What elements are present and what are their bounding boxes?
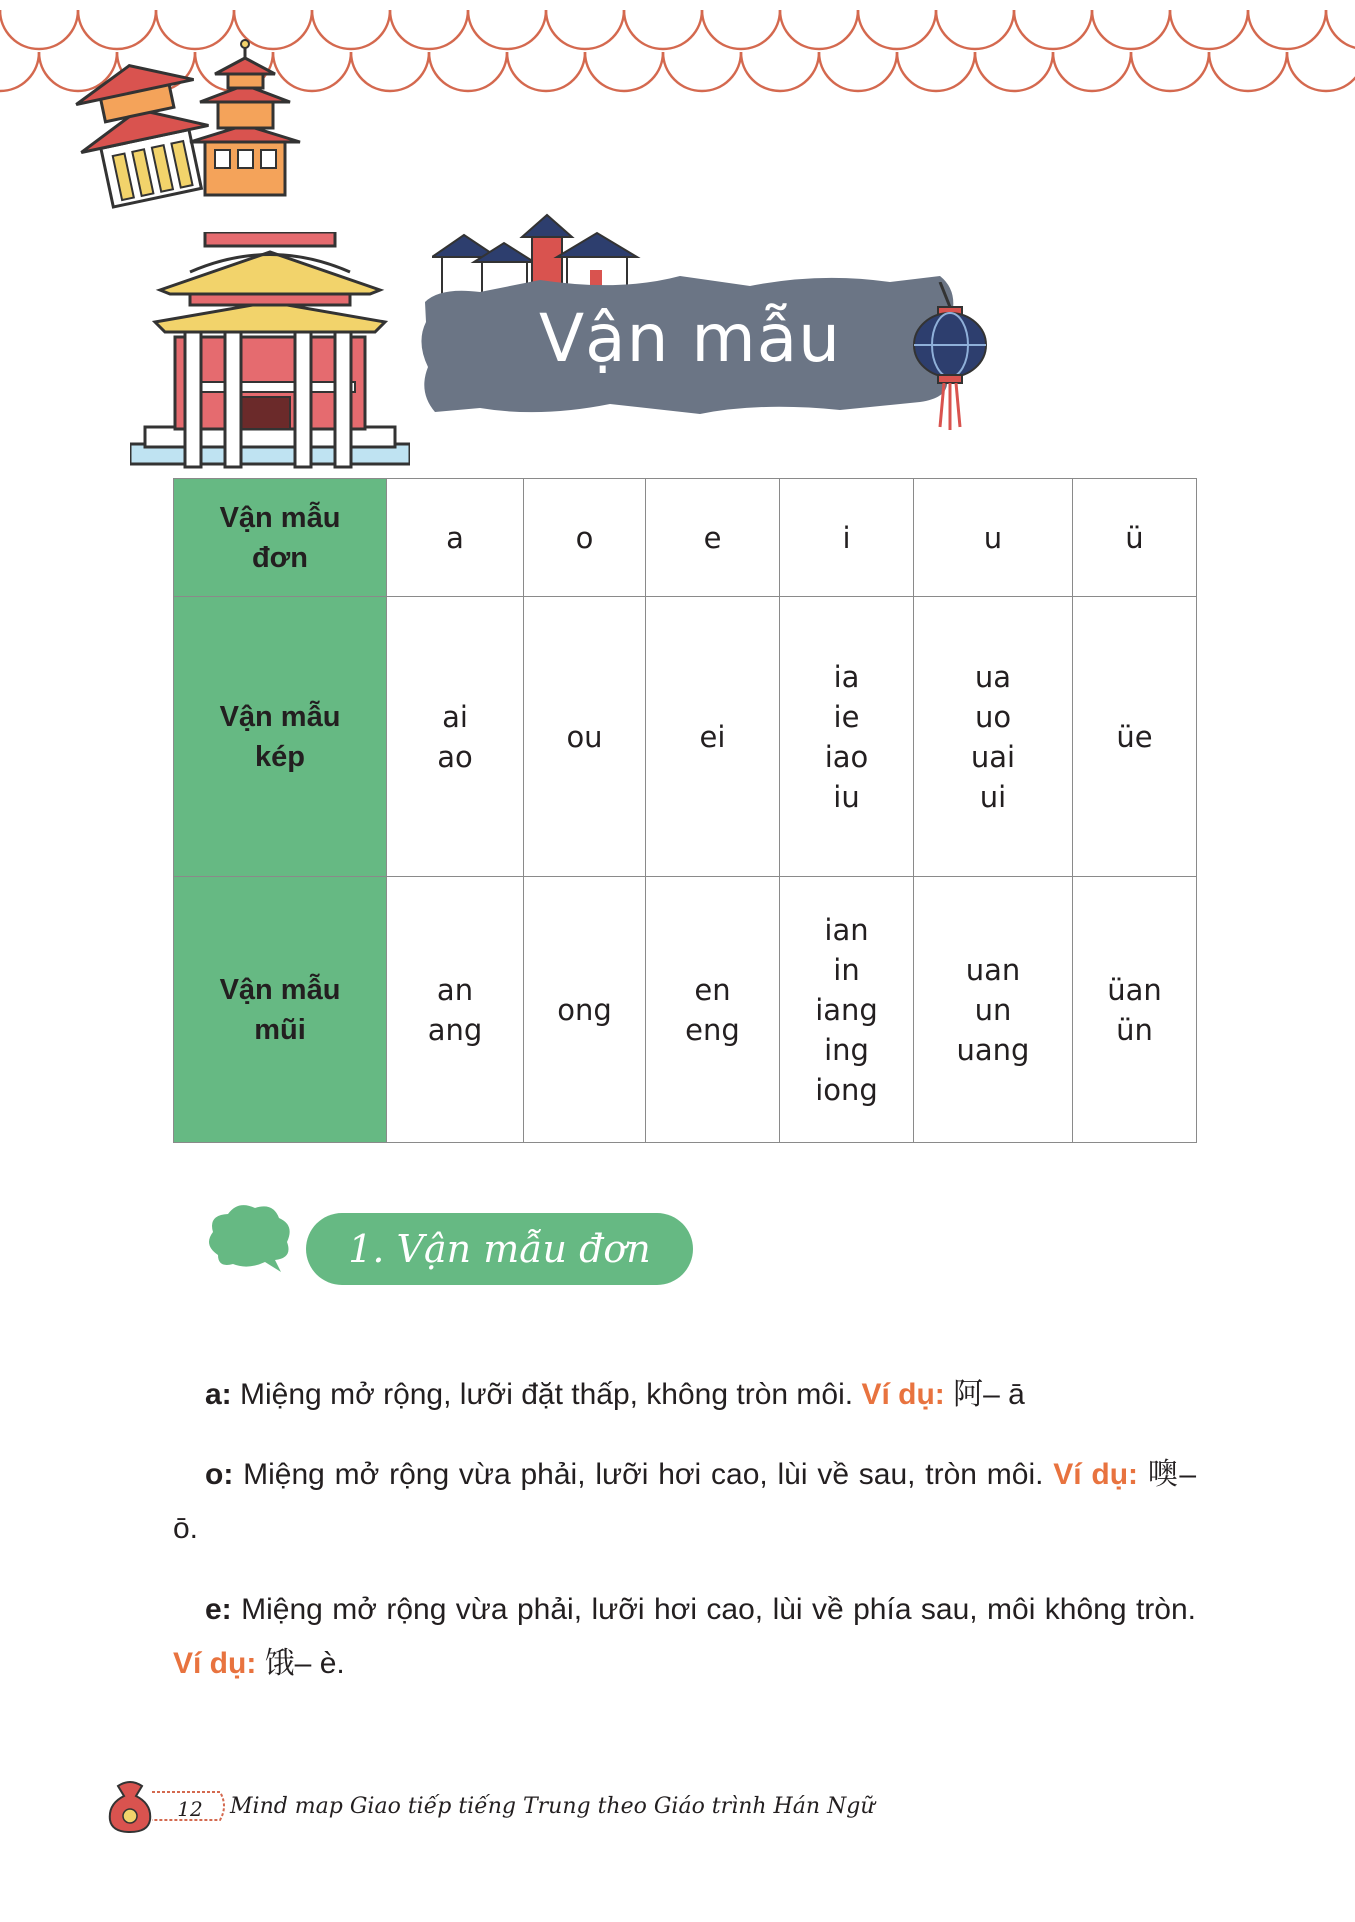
vowel-text: ai	[442, 699, 468, 734]
vowel-cell	[646, 597, 780, 877]
vowel-text: in	[833, 952, 860, 987]
vowel-cell	[646, 877, 780, 1143]
vowel-cell	[780, 479, 914, 597]
vowel-text: iao	[824, 739, 869, 774]
vowel-text: ei	[699, 719, 726, 754]
scallop-arc	[663, 52, 741, 91]
vowel-text: uai	[970, 739, 1016, 774]
vowel-text: iong	[815, 1072, 878, 1107]
vowel-cell	[524, 597, 646, 877]
vowel-description: Miệng mở rộng vừa phải, lưỡi hơi cao, lùi về sau, tròn môi.	[243, 1458, 1044, 1491]
table-row	[174, 479, 1197, 597]
vowel-text: i	[842, 520, 851, 555]
scallop-arc	[546, 10, 624, 49]
vowel-text: e	[703, 520, 722, 555]
example-hanzi: 噢	[1147, 1457, 1180, 1492]
scallop-arc	[0, 52, 39, 91]
vowel-text: ao	[437, 739, 473, 774]
cloud-icon	[203, 1200, 293, 1275]
vowel-cell	[387, 597, 524, 877]
vowel-text: ang	[427, 1012, 483, 1047]
row-header-text: mũi	[254, 1013, 306, 1046]
example-pinyin: – ō.	[173, 1458, 1196, 1545]
vowel-cell	[914, 597, 1073, 877]
vowel-text: ün	[1116, 1012, 1153, 1047]
scallop-arc	[1014, 10, 1092, 49]
scallop-arc	[858, 10, 936, 49]
vowel-text: uang	[956, 1032, 1030, 1067]
vowel-text: ong	[557, 992, 612, 1027]
section-title: 1. Vận mẫu đơn	[348, 1227, 651, 1271]
scallop-arc	[468, 10, 546, 49]
vowel-description: Miệng mở rộng, lưỡi đặt thấp, không tròn môi.	[240, 1378, 854, 1411]
lantern-icon	[910, 282, 990, 432]
vowel-cell	[914, 877, 1073, 1143]
row-header-text: Vận mẫu	[219, 700, 341, 733]
example-label: Ví dụ:	[1053, 1458, 1139, 1491]
row-header-text: kép	[255, 740, 305, 773]
scallop-arc	[741, 52, 819, 91]
scallop-arc	[780, 10, 858, 49]
scallop-arc	[429, 52, 507, 91]
scallop-arc	[897, 52, 975, 91]
vowel-cell	[524, 479, 646, 597]
vowel-text: uo	[974, 699, 1012, 734]
scallop-arc	[975, 52, 1053, 91]
scallop-arc	[1248, 10, 1326, 49]
vowel-text: en	[694, 972, 731, 1007]
vowel-cell	[780, 877, 914, 1143]
vowel-text: ü	[1125, 520, 1144, 555]
example-label: Ví dụ:	[173, 1647, 257, 1680]
vowel-cell	[914, 479, 1073, 597]
scallop-arc	[1092, 10, 1170, 49]
example-hanzi: 阿	[953, 1377, 984, 1412]
vowel-text: ui	[979, 779, 1007, 814]
vowel-text: üe	[1116, 719, 1153, 754]
vowel-text: ua	[974, 659, 1012, 694]
vowel-cell	[387, 877, 524, 1143]
vowel-cell	[1073, 877, 1197, 1143]
vowel-description: Miệng mở rộng vừa phải, lưỡi hơi cao, lùi về phía sau, môi không tròn.	[241, 1593, 1197, 1626]
vowel-cell	[646, 479, 780, 597]
vowel-text: a	[446, 520, 464, 555]
scallop-arc	[390, 10, 468, 49]
scallop-arc	[1209, 52, 1287, 91]
row-header-cell	[174, 479, 387, 597]
vowel-letter: o:	[205, 1458, 234, 1491]
temple-gate-illustration	[130, 232, 410, 482]
scallop-arc	[1287, 52, 1355, 91]
row-header-text: Vận mẫu	[219, 501, 341, 534]
example-pinyin: – è.	[294, 1647, 345, 1680]
vowel-cell	[1073, 479, 1197, 597]
scallop-arc	[507, 52, 585, 91]
vowel-text: un	[974, 992, 1012, 1027]
scallop-arc	[702, 10, 780, 49]
paragraph-e	[173, 1583, 1196, 1691]
vowel-text: iu	[833, 779, 860, 814]
scallop-arc	[1170, 10, 1248, 49]
scallop-arc	[624, 10, 702, 49]
scallop-arc	[936, 10, 1014, 49]
footer-book-title: Mind map Giao tiếp tiếng Trung theo Giáo trình Hán Ngữ	[230, 1794, 875, 1819]
vowel-cell	[387, 479, 524, 597]
row-header-text: đơn	[251, 541, 309, 574]
vowel-text: ia	[833, 659, 860, 694]
scallop-arc	[1131, 52, 1209, 91]
page-title: Vận mẫu	[539, 300, 841, 377]
example-label: Ví dụ:	[861, 1378, 945, 1411]
vowel-table	[173, 478, 1197, 1143]
row-header-text: Vận mẫu	[219, 973, 341, 1006]
vowel-letter: e:	[205, 1593, 232, 1626]
vowel-text: ian	[824, 912, 869, 947]
vowel-text: eng	[685, 1012, 740, 1047]
scallop-arc	[1053, 52, 1131, 91]
vowel-text: ou	[566, 719, 603, 754]
vowel-text: üan	[1107, 972, 1162, 1007]
vowel-cell	[780, 597, 914, 877]
scallop-arc	[585, 52, 663, 91]
pagoda-illustration-small	[60, 30, 310, 220]
vowel-text: ie	[833, 699, 860, 734]
vowel-text: an	[436, 972, 474, 1007]
row-header-cell	[174, 877, 387, 1143]
vowel-text: uan	[965, 952, 1021, 987]
page-number: 12	[177, 1797, 203, 1821]
scallop-arc	[351, 52, 429, 91]
scallop-arc	[819, 52, 897, 91]
vowel-text: u	[983, 520, 1003, 555]
paragraph-a	[205, 1368, 1196, 1422]
vowel-cell	[524, 877, 646, 1143]
vowel-text: iang	[815, 992, 878, 1027]
scallop-arc	[1326, 10, 1355, 49]
row-header-cell	[174, 597, 387, 877]
table-row	[174, 877, 1197, 1143]
vowel-text: o	[575, 520, 594, 555]
example-hanzi: 饿	[264, 1646, 295, 1681]
paragraph-o	[173, 1448, 1196, 1556]
vowel-cell	[1073, 597, 1197, 877]
vowel-text: ing	[824, 1032, 869, 1067]
scallop-arc	[312, 10, 390, 49]
table-row	[174, 597, 1197, 877]
example-pinyin: – ā	[983, 1378, 1025, 1411]
vowel-letter: a:	[205, 1378, 232, 1411]
